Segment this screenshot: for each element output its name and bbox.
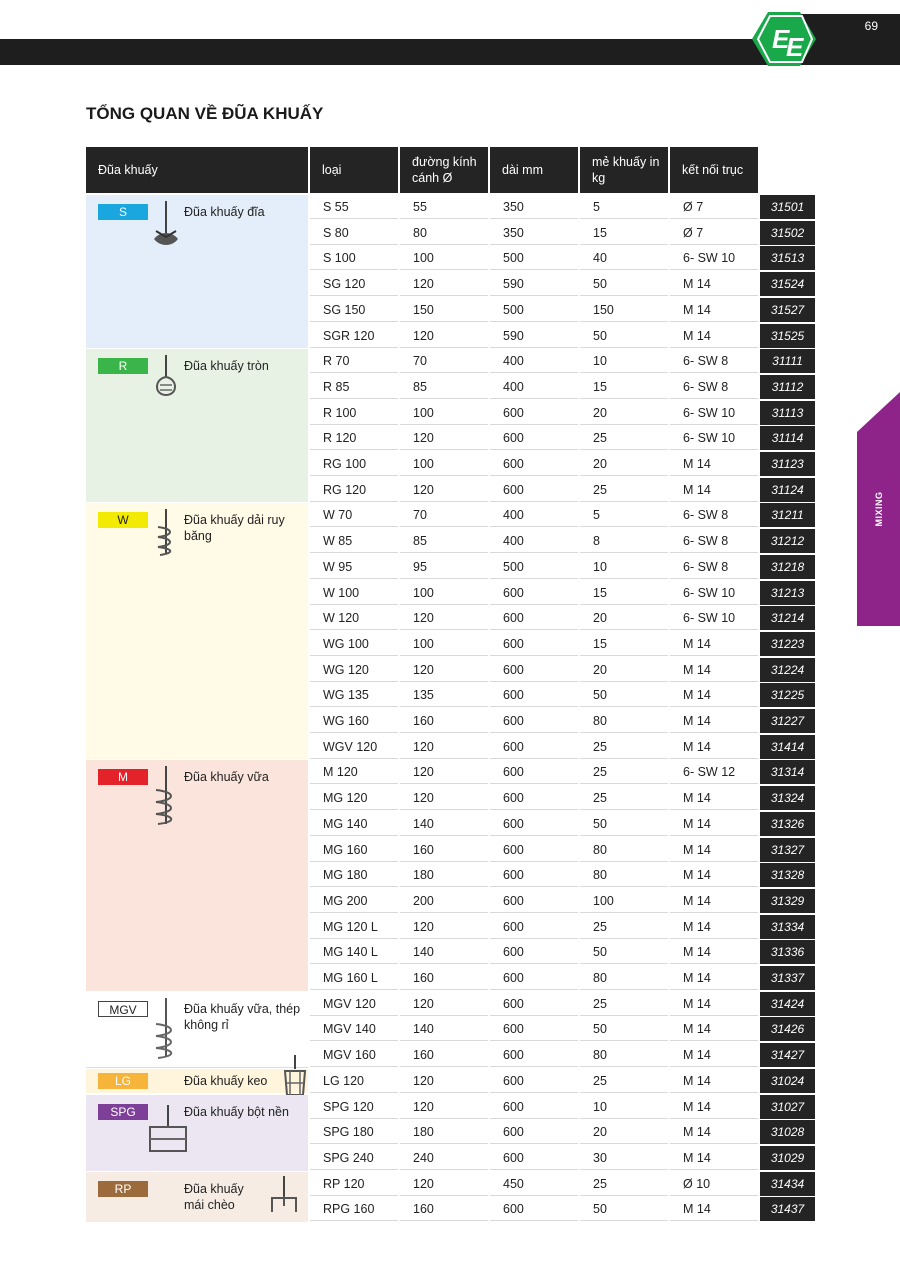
cell-article-number: 31437 (760, 1197, 815, 1221)
cell-type: MGV 120 (310, 992, 398, 1016)
cell-batch: 15 (580, 375, 668, 399)
cell-article-number: 31524 (760, 272, 815, 296)
cell-connection: M 14 (670, 324, 758, 348)
cell-length: 400 (490, 349, 578, 373)
cell-type: W 100 (310, 581, 398, 605)
cell-connection: M 14 (670, 915, 758, 939)
cell-connection: 6- SW 10 (670, 606, 758, 630)
cell-length: 500 (490, 246, 578, 270)
cell-connection: M 14 (670, 632, 758, 656)
cell-batch: 10 (580, 555, 668, 579)
cell-connection: M 14 (670, 658, 758, 682)
cell-diameter: 120 (400, 606, 488, 630)
cell-batch: 25 (580, 915, 668, 939)
cell-article-number: 31334 (760, 915, 815, 939)
cell-batch: 40 (580, 246, 668, 270)
cell-type: MG 160 (310, 838, 398, 862)
mixer-badge: W (98, 512, 148, 528)
cell-article-number: 31028 (760, 1120, 815, 1144)
cell-batch: 10 (580, 1095, 668, 1119)
cell-diameter: 180 (400, 1120, 488, 1144)
cell-batch: 25 (580, 760, 668, 784)
cell-type: MGV 160 (310, 1043, 398, 1067)
cell-batch: 20 (580, 606, 668, 630)
cell-batch: 5 (580, 195, 668, 219)
cell-batch: 10 (580, 349, 668, 373)
cell-diameter: 200 (400, 889, 488, 913)
cell-length: 600 (490, 966, 578, 990)
cell-length: 600 (490, 401, 578, 425)
cell-article-number: 31212 (760, 529, 815, 553)
cell-length: 600 (490, 915, 578, 939)
cell-article-number: 31211 (760, 503, 815, 527)
stainless-mortar-mixer-icon (152, 998, 182, 1062)
cell-batch: 25 (580, 478, 668, 502)
cell-length: 600 (490, 992, 578, 1016)
cell-type: WG 120 (310, 658, 398, 682)
cell-article-number: 31426 (760, 1017, 815, 1041)
cell-connection: M 14 (670, 298, 758, 322)
cell-diameter: 120 (400, 426, 488, 450)
cell-connection: M 14 (670, 1146, 758, 1170)
cell-length: 600 (490, 1043, 578, 1067)
cell-type: RPG 160 (310, 1197, 398, 1221)
header-length: dài mm (490, 147, 578, 193)
cell-length: 400 (490, 529, 578, 553)
cell-type: S 100 (310, 246, 398, 270)
cell-diameter: 135 (400, 683, 488, 707)
cell-batch: 8 (580, 529, 668, 553)
cell-diameter: 120 (400, 1172, 488, 1196)
cell-batch: 50 (580, 683, 668, 707)
cell-length: 600 (490, 658, 578, 682)
cell-connection: 6- SW 8 (670, 529, 758, 553)
cell-batch: 50 (580, 940, 668, 964)
cell-connection: M 14 (670, 683, 758, 707)
cell-connection: 6- SW 10 (670, 581, 758, 605)
mixer-name: Đũa khuấy tròn (184, 359, 269, 374)
cell-diameter: 100 (400, 452, 488, 476)
cell-connection: M 14 (670, 1017, 758, 1041)
cell-type: S 55 (310, 195, 398, 219)
cell-diameter: 120 (400, 786, 488, 810)
cell-length: 600 (490, 838, 578, 862)
cell-diameter: 120 (400, 272, 488, 296)
cell-type: MG 120 (310, 786, 398, 810)
cell-connection: Ø 7 (670, 221, 758, 245)
cell-length: 400 (490, 503, 578, 527)
cell-length: 600 (490, 709, 578, 733)
cell-article-number: 31225 (760, 683, 815, 707)
cell-article-number: 31112 (760, 375, 815, 399)
cell-article-number: 31224 (760, 658, 815, 682)
cell-type: MG 120 L (310, 915, 398, 939)
mixer-group-spg (86, 1095, 308, 1171)
cell-type: RP 120 (310, 1172, 398, 1196)
cell-article-number: 31123 (760, 452, 815, 476)
cell-batch: 20 (580, 401, 668, 425)
cell-connection: 6- SW 8 (670, 349, 758, 373)
mixer-badge: M (98, 769, 148, 785)
cell-diameter: 85 (400, 375, 488, 399)
cell-article-number: 31527 (760, 298, 815, 322)
cell-diameter: 120 (400, 915, 488, 939)
cell-article-number: 31326 (760, 812, 815, 836)
cell-batch: 50 (580, 812, 668, 836)
cell-connection: Ø 10 (670, 1172, 758, 1196)
svg-text:E: E (772, 24, 790, 54)
cell-batch: 25 (580, 992, 668, 1016)
cell-batch: 20 (580, 452, 668, 476)
cell-length: 350 (490, 221, 578, 245)
cell-connection: M 14 (670, 863, 758, 887)
cell-type: SPG 120 (310, 1095, 398, 1119)
cell-article-number: 31214 (760, 606, 815, 630)
cell-type: W 95 (310, 555, 398, 579)
mixer-name: Đũa khuấy bột nền (184, 1104, 289, 1119)
cell-connection: M 14 (670, 478, 758, 502)
cell-connection: 6- SW 10 (670, 246, 758, 270)
cell-type: R 85 (310, 375, 398, 399)
cell-length: 600 (490, 1095, 578, 1119)
cell-article-number: 31227 (760, 709, 815, 733)
cell-length: 600 (490, 760, 578, 784)
cell-type: WGV 120 (310, 735, 398, 759)
section-tab-label: MIXING (873, 491, 884, 527)
cell-type: RG 100 (310, 452, 398, 476)
cell-article-number: 31027 (760, 1095, 815, 1119)
cell-connection: M 14 (670, 452, 758, 476)
cell-length: 600 (490, 632, 578, 656)
cell-type: WG 160 (310, 709, 398, 733)
cell-connection: M 14 (670, 966, 758, 990)
cell-length: 600 (490, 1017, 578, 1041)
cell-batch: 25 (580, 1069, 668, 1093)
cell-diameter: 160 (400, 709, 488, 733)
cell-connection: M 14 (670, 889, 758, 913)
disc-paddle-icon (152, 201, 182, 251)
cell-batch: 25 (580, 426, 668, 450)
cell-type: SPG 240 (310, 1146, 398, 1170)
mixer-group-mgv (86, 992, 308, 1068)
mixer-name: Đũa khuấy vữa (184, 770, 269, 785)
cell-diameter: 100 (400, 246, 488, 270)
cell-batch: 150 (580, 298, 668, 322)
mixer-name: Đũa khuấy mái chèo (184, 1181, 244, 1212)
cell-article-number: 31029 (760, 1146, 815, 1170)
cell-type: R 120 (310, 426, 398, 450)
mixer-group-w (86, 503, 308, 759)
cell-batch: 5 (580, 503, 668, 527)
mixer-badge: RP (98, 1181, 148, 1197)
cell-connection: 6- SW 10 (670, 401, 758, 425)
cell-type: RG 120 (310, 478, 398, 502)
cell-article-number: 31324 (760, 786, 815, 810)
cell-length: 500 (490, 555, 578, 579)
cell-connection: M 14 (670, 709, 758, 733)
cell-connection: 6- SW 12 (670, 760, 758, 784)
cell-article-number: 31328 (760, 863, 815, 887)
cell-batch: 20 (580, 1120, 668, 1144)
page-number: 69 (864, 19, 878, 33)
cell-diameter: 120 (400, 735, 488, 759)
glue-mixer-icon (281, 1055, 309, 1099)
cell-type: MG 140 L (310, 940, 398, 964)
cell-diameter: 120 (400, 1095, 488, 1119)
cell-connection: M 14 (670, 786, 758, 810)
round-mixer-icon (152, 355, 182, 401)
cell-diameter: 120 (400, 324, 488, 348)
cell-connection: 6- SW 8 (670, 503, 758, 527)
cell-length: 600 (490, 581, 578, 605)
mixer-group-r (86, 349, 308, 502)
cell-batch: 15 (580, 581, 668, 605)
cell-connection: M 14 (670, 1095, 758, 1119)
cell-length: 590 (490, 324, 578, 348)
cell-article-number: 31113 (760, 401, 815, 425)
cell-length: 600 (490, 452, 578, 476)
cell-batch: 25 (580, 786, 668, 810)
mixer-name: Đũa khuấy dải ruy băng (184, 513, 285, 544)
cell-length: 600 (490, 1069, 578, 1093)
cell-type: R 100 (310, 401, 398, 425)
cell-length: 600 (490, 1120, 578, 1144)
cell-type: W 120 (310, 606, 398, 630)
cell-diameter: 95 (400, 555, 488, 579)
cell-diameter: 70 (400, 349, 488, 373)
cell-article-number: 31525 (760, 324, 815, 348)
cell-batch: 80 (580, 838, 668, 862)
cell-batch: 30 (580, 1146, 668, 1170)
cell-type: WG 135 (310, 683, 398, 707)
cell-diameter: 100 (400, 581, 488, 605)
mixer-group-s (86, 195, 308, 348)
cell-connection: M 14 (670, 812, 758, 836)
mixer-badge: SPG (98, 1104, 148, 1120)
cell-diameter: 180 (400, 863, 488, 887)
cell-length: 600 (490, 683, 578, 707)
cell-type: R 70 (310, 349, 398, 373)
mixer-badge: S (98, 204, 148, 220)
cell-length: 600 (490, 426, 578, 450)
cell-type: SPG 180 (310, 1120, 398, 1144)
cell-length: 600 (490, 863, 578, 887)
cell-type: MG 160 L (310, 966, 398, 990)
cell-article-number: 31427 (760, 1043, 815, 1067)
mixer-name: Đũa khuấy vữa, thép không rỉ (184, 1001, 301, 1032)
cell-length: 600 (490, 812, 578, 836)
cell-batch: 100 (580, 889, 668, 913)
page-title: TỔNG QUAN VỀ ĐŨA KHUẤY (86, 104, 324, 123)
cell-type: MG 180 (310, 863, 398, 887)
cell-article-number: 31213 (760, 581, 815, 605)
cell-type: W 85 (310, 529, 398, 553)
cell-article-number: 31513 (760, 246, 815, 270)
cell-diameter: 150 (400, 298, 488, 322)
cell-diameter: 100 (400, 632, 488, 656)
cell-diameter: 160 (400, 966, 488, 990)
cell-batch: 80 (580, 966, 668, 990)
header-mixer: Đũa khuấy (86, 147, 308, 193)
mixer-group-m (86, 760, 308, 990)
cell-batch: 80 (580, 709, 668, 733)
cell-type: WG 100 (310, 632, 398, 656)
cell-length: 600 (490, 1197, 578, 1221)
cell-length: 600 (490, 478, 578, 502)
cell-connection: M 14 (670, 838, 758, 862)
cell-diameter: 120 (400, 760, 488, 784)
cell-article-number: 31424 (760, 992, 815, 1016)
mixer-name: Đũa khuấy keo (184, 1073, 268, 1088)
cell-diameter: 85 (400, 529, 488, 553)
header-shaft-connection: kết nối trục (670, 147, 758, 193)
header-batch-kg: mẻ khuấy in kg (580, 147, 668, 193)
cell-article-number: 31218 (760, 555, 815, 579)
cell-length: 400 (490, 375, 578, 399)
svg-text:E: E (786, 32, 804, 62)
cell-type: MG 140 (310, 812, 398, 836)
cell-length: 600 (490, 786, 578, 810)
cell-type: M 120 (310, 760, 398, 784)
mixer-badge: MGV (98, 1001, 148, 1017)
cell-connection: 6- SW 10 (670, 426, 758, 450)
cell-connection: M 14 (670, 735, 758, 759)
cell-article-number: 31114 (760, 426, 815, 450)
header-blade-diameter: đường kính cánh Ø (400, 147, 488, 193)
cell-type: W 70 (310, 503, 398, 527)
cell-connection: M 14 (670, 272, 758, 296)
cell-connection: 6- SW 8 (670, 555, 758, 579)
ribbon-mixer-icon (152, 509, 182, 559)
cell-batch: 50 (580, 1017, 668, 1041)
section-tab-label-wrap (857, 392, 900, 626)
paddle-mixer-icon (268, 1176, 302, 1216)
cell-diameter: 160 (400, 1043, 488, 1067)
cell-article-number: 31111 (760, 349, 815, 373)
header-type: loại (310, 147, 398, 193)
cell-article-number: 31502 (760, 221, 815, 245)
cell-length: 600 (490, 889, 578, 913)
cell-length: 590 (490, 272, 578, 296)
cell-diameter: 160 (400, 838, 488, 862)
cell-article-number: 31434 (760, 1172, 815, 1196)
cell-batch: 50 (580, 272, 668, 296)
cell-article-number: 31314 (760, 760, 815, 784)
mixer-group-lg (86, 1069, 308, 1094)
cell-diameter: 160 (400, 1197, 488, 1221)
cell-article-number: 31329 (760, 889, 815, 913)
cell-article-number: 31337 (760, 966, 815, 990)
mixer-name: Đũa khuấy đĩa (184, 205, 265, 219)
cell-diameter: 120 (400, 478, 488, 502)
cell-length: 350 (490, 195, 578, 219)
cell-article-number: 31223 (760, 632, 815, 656)
cell-diameter: 120 (400, 1069, 488, 1093)
cell-length: 600 (490, 606, 578, 630)
cell-batch: 80 (580, 863, 668, 887)
cell-connection: 6- SW 8 (670, 375, 758, 399)
cell-article-number: 31414 (760, 735, 815, 759)
cell-batch: 50 (580, 324, 668, 348)
cell-diameter: 120 (400, 992, 488, 1016)
cell-batch: 15 (580, 632, 668, 656)
cell-batch: 25 (580, 1172, 668, 1196)
cell-diameter: 140 (400, 1017, 488, 1041)
cell-article-number: 31124 (760, 478, 815, 502)
mortar-mixer-icon (152, 766, 182, 830)
cell-type: SG 120 (310, 272, 398, 296)
cell-batch: 80 (580, 1043, 668, 1067)
cell-diameter: 140 (400, 812, 488, 836)
cell-diameter: 70 (400, 503, 488, 527)
cell-type: MG 200 (310, 889, 398, 913)
mixer-group-rp (86, 1172, 308, 1222)
cell-article-number: 31336 (760, 940, 815, 964)
cell-type: SG 150 (310, 298, 398, 322)
mixer-badge: R (98, 358, 148, 374)
brand-logo (752, 12, 816, 66)
cell-diameter: 240 (400, 1146, 488, 1170)
cell-article-number: 31024 (760, 1069, 815, 1093)
cell-diameter: 80 (400, 221, 488, 245)
cell-type: LG 120 (310, 1069, 398, 1093)
cell-connection: M 14 (670, 1043, 758, 1067)
cell-batch: 25 (580, 735, 668, 759)
cell-batch: 50 (580, 1197, 668, 1221)
cell-connection: M 14 (670, 940, 758, 964)
cell-connection: M 14 (670, 1120, 758, 1144)
cell-type: SGR 120 (310, 324, 398, 348)
cell-type: MGV 140 (310, 1017, 398, 1041)
cell-length: 450 (490, 1172, 578, 1196)
mixer-badge: LG (98, 1073, 148, 1089)
cell-connection: M 14 (670, 1197, 758, 1221)
cell-connection: Ø 7 (670, 195, 758, 219)
cell-article-number: 31501 (760, 195, 815, 219)
cell-diameter: 55 (400, 195, 488, 219)
cell-article-number: 31327 (760, 838, 815, 862)
cell-type: S 80 (310, 221, 398, 245)
cell-connection: M 14 (670, 992, 758, 1016)
screed-mixer-icon (148, 1105, 190, 1153)
cell-length: 500 (490, 298, 578, 322)
cell-length: 600 (490, 1146, 578, 1170)
cell-diameter: 120 (400, 658, 488, 682)
cell-length: 600 (490, 940, 578, 964)
cell-batch: 20 (580, 658, 668, 682)
cell-diameter: 140 (400, 940, 488, 964)
cell-length: 600 (490, 735, 578, 759)
cell-connection: M 14 (670, 1069, 758, 1093)
cell-diameter: 100 (400, 401, 488, 425)
cell-batch: 15 (580, 221, 668, 245)
